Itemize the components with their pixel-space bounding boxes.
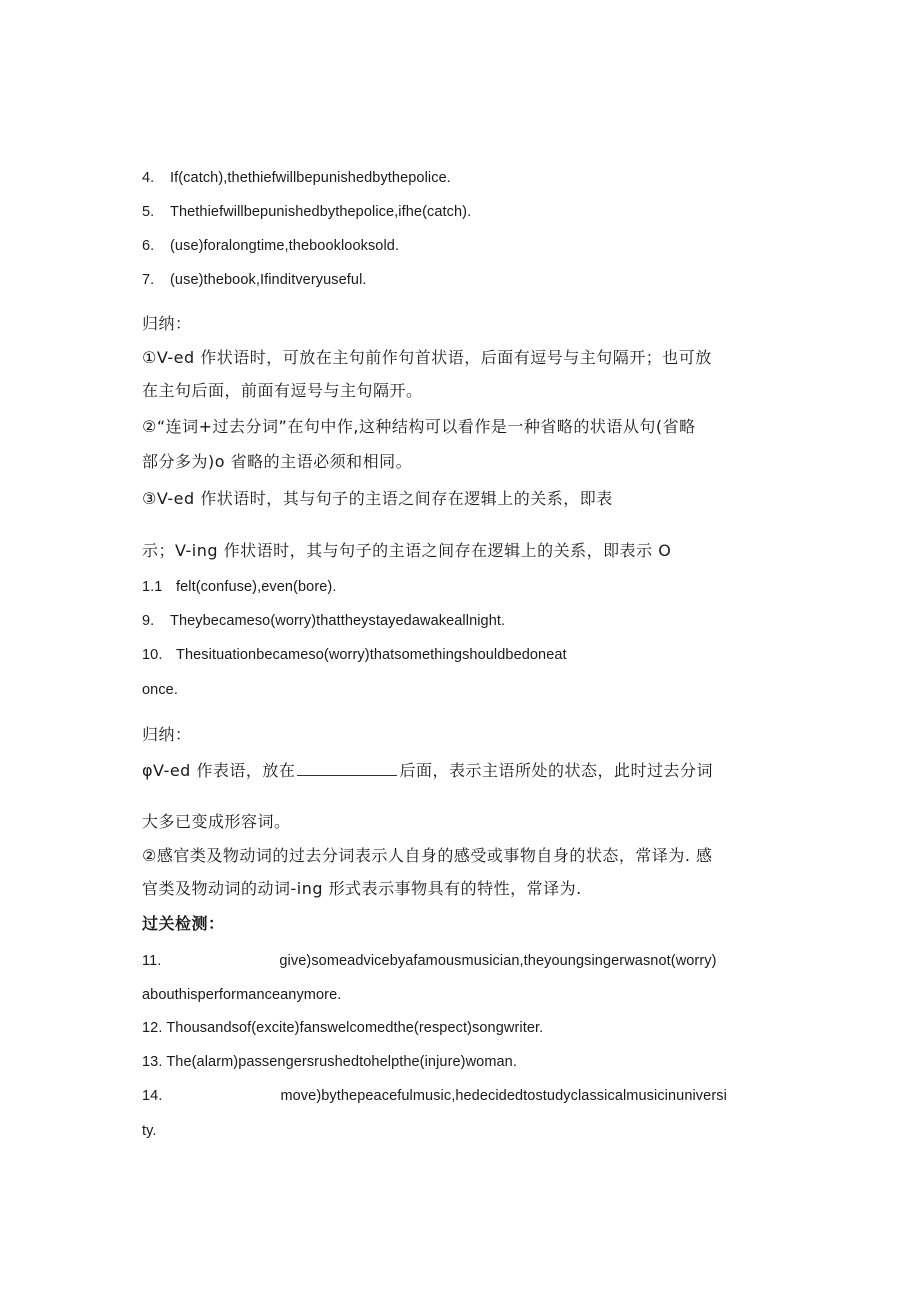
- exercise-text: give)someadvicebyafamousmusician,theyoungsingerwasnot(worry): [279, 953, 717, 969]
- summary-point-1: ①V-ed 作状语时，可放在主句前作句首状语，后面有逗号与主句隔开；也可放: [142, 348, 712, 367]
- check-heading: 过关检测：: [142, 914, 225, 933]
- exercise-6: [142, 236, 399, 256]
- summary-heading: 归纳：: [142, 314, 192, 333]
- exercise-number: 14.: [142, 1088, 163, 1104]
- exercise-number: 1.1: [142, 579, 163, 595]
- summary2-point-2-cont: 官类及物动词的动词-ing 形式表示事物具有的特性，常译为.: [142, 879, 582, 898]
- exercise-text: move)bythepeacefulmusic,hedecidedtostudyclassicalmusicinuniversi: [280, 1088, 727, 1104]
- exercise-11-cont: abouthisperformanceanymore.: [142, 987, 342, 1003]
- fill-blank[interactable]: [297, 761, 397, 776]
- summary2-point-2: ②感官类及物动词的过去分词表示人自身的感受或事物自身的状态，常译为. 感: [142, 846, 713, 865]
- summary2-point-1-prefix: φV-ed 作表语，放在: [142, 761, 296, 780]
- summary2-point-1-suffix: 后面，表示主语所处的状态，此时过去分词: [399, 761, 713, 780]
- summary-point-2: ②“连词+过去分词”在句中作,这种结构可以看作是一种省略的状语从句(省略: [142, 417, 696, 436]
- summary-point-3-cont: 示；V-ing 作状语时，其与句子的主语之间存在逻辑上的关系，即表示 O: [142, 541, 672, 560]
- exercise-12: 12. Thousandsof(excite)fanswelcomedthe(respect)songwriter.: [142, 1020, 544, 1036]
- summary-heading: 归纳：: [142, 725, 192, 744]
- exercise-9: [142, 611, 505, 631]
- exercise-13: 13. The(alarm)passengersrushedtohelpthe(injure)woman.: [142, 1054, 517, 1070]
- summary-point-3: ③V-ed 作状语时，其与句子的主语之间存在逻辑上的关系，即表: [142, 489, 613, 508]
- exercise-number: 11.: [142, 953, 162, 969]
- exercise-number: 9.: [142, 613, 155, 629]
- exercise-10: [142, 645, 567, 665]
- exercise-text: (use)foralongtime,thebooklooksold.: [170, 238, 400, 254]
- summary-point-1-cont: 在主句后面，前面有逗号与主句隔开。: [142, 381, 423, 400]
- exercise-10-cont: once.: [142, 682, 178, 698]
- summary2-point-1-cont: 大多已变成形容词。: [142, 812, 291, 831]
- exercise-number: 6.: [142, 238, 155, 254]
- exercise-text: felt(confuse),even(bore).: [176, 579, 337, 595]
- exercise-4: [142, 168, 451, 188]
- exercise-number: 4.: [142, 170, 155, 186]
- exercise-text: Theybecameso(worry)thattheystayedawakeallnight.: [170, 613, 506, 629]
- exercise-text: If(catch),thethiefwillbepunishedbythepolice.: [170, 170, 451, 186]
- exercise-14-cont: ty.: [142, 1123, 157, 1139]
- exercise-text: (use)thebook,Ifinditveryuseful.: [170, 272, 367, 288]
- exercise-11: [142, 951, 717, 971]
- exercise-number: 7.: [142, 272, 155, 288]
- exercise-number: 10.: [142, 647, 163, 663]
- exercise-text: Thesituationbecameso(worry)thatsomethingshouldbedoneat: [176, 647, 567, 663]
- exercise-7: [142, 270, 367, 290]
- exercise-5: [142, 202, 471, 222]
- exercise-1-1: [142, 577, 336, 597]
- summary2-point-1: [142, 761, 713, 781]
- exercise-number: 5.: [142, 204, 155, 220]
- exercise-14: [142, 1086, 727, 1106]
- summary-point-2-cont: 部分多为)o 省略的主语必须和相同。: [142, 452, 413, 471]
- exercise-text: Thethiefwillbepunishedbythepolice,ifhe(catch).: [170, 204, 472, 220]
